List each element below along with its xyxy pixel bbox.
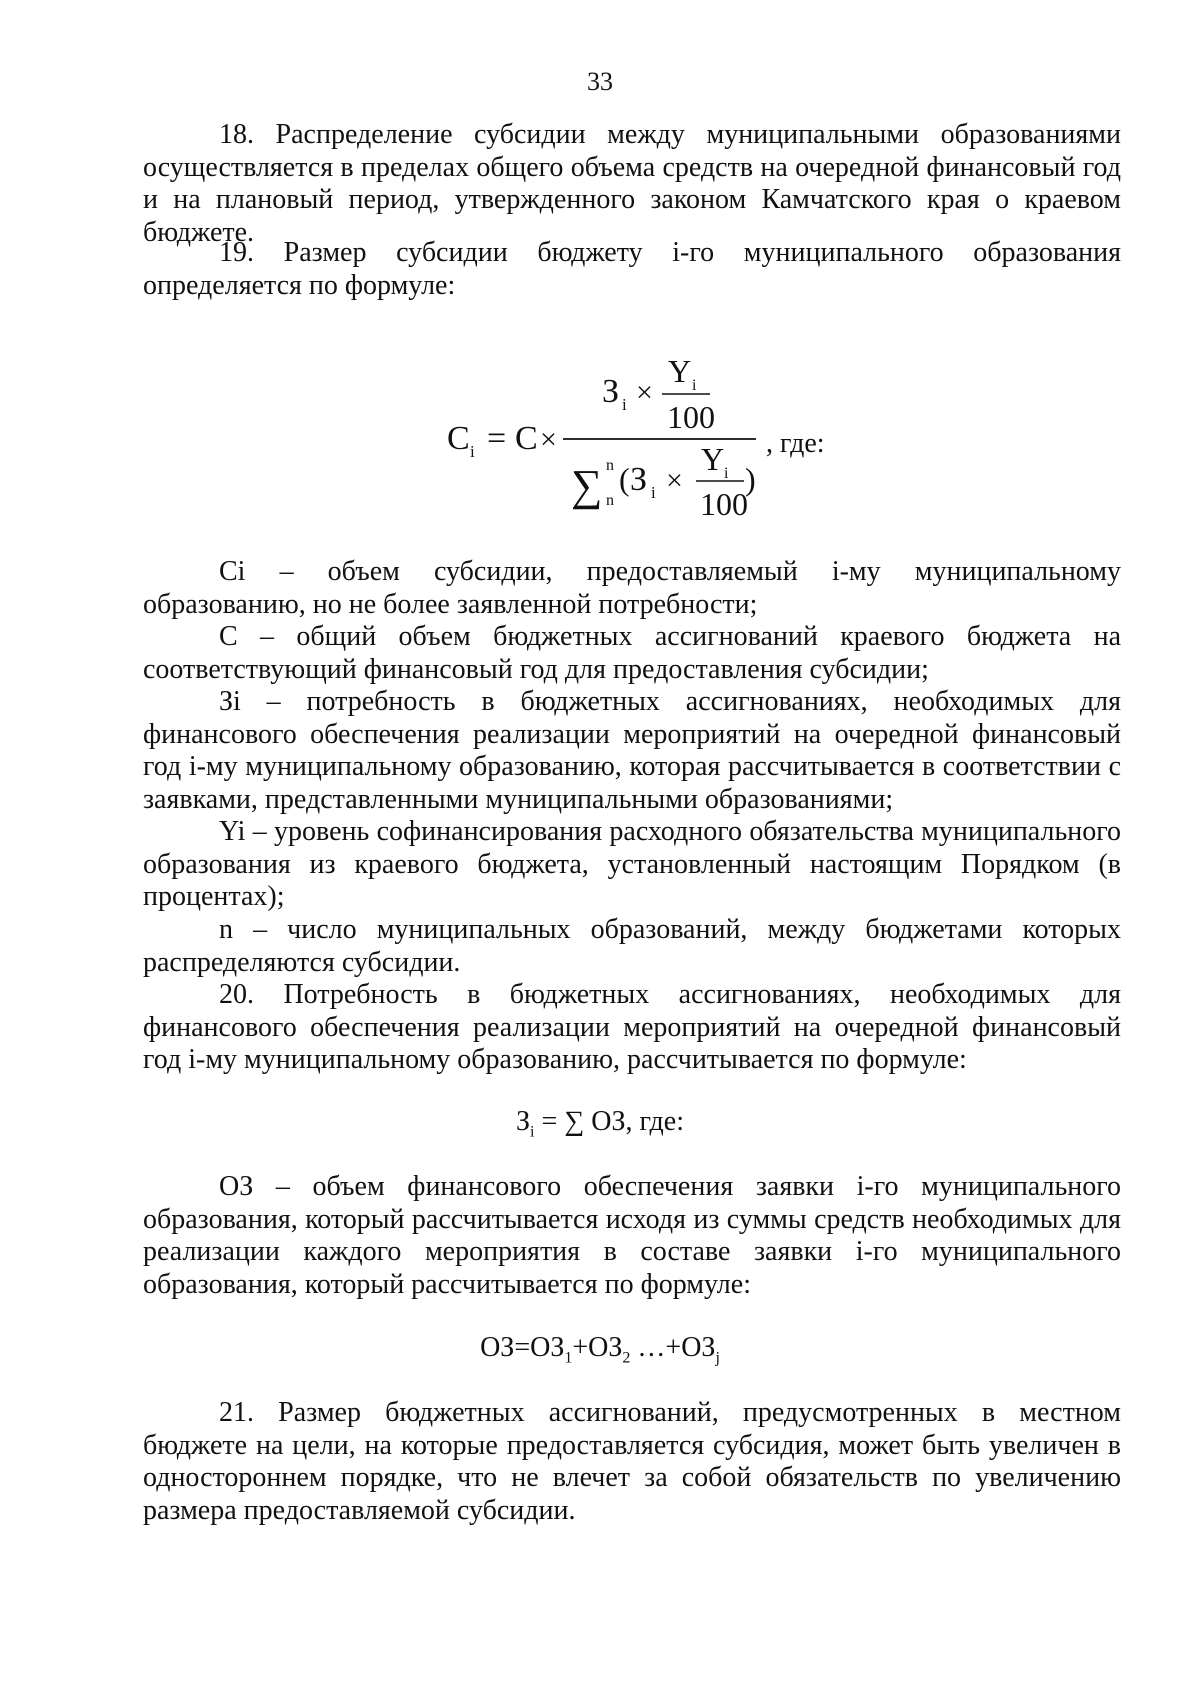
f1-paren-open: (	[619, 461, 630, 497]
paragraph-19: 19. Размер субсидии бюджету i-го муниципального образования определяется по формуле:	[143, 237, 1121, 301]
paragraph-21: 21. Размер бюджетных ассигнований, предусмотренных в местном бюджете на цели, на которые предоставляется субсидия, может быть увеличен в одностороннем порядке, что не влечет за собой обязательств по увеличению размера предоставляемой субсидии.	[143, 1397, 1121, 1526]
f1-den-hundred: 100	[700, 486, 748, 522]
definition-ci: Ci – объем субсидии, предоставляемый i-му муниципальному образованию, но не более заявленной потребности;	[143, 556, 1121, 620]
f1-den-z-sub: i	[651, 483, 656, 502]
f3-sub1: 1	[564, 1349, 573, 1367]
definition-oz: ОЗ – объем финансового обеспечения заявки i-го муниципального образования, который рассчитывается исходя из суммы средств необходимых для реализации каждого мероприятия в составе заявки i-го муниципального образования, который рассчитывается по формуле:	[143, 1171, 1121, 1300]
definition-zi: Зi – потребность в бюджетных ассигнованиях, необходимых для финансового обеспечения реализации мероприятий на очередной финансовый год i-му муниципальному образованию, которая рассчитывается в соответствии с заявками, представленными муниципальными образованиями;	[143, 686, 1121, 815]
f1-num-hundred: 100	[667, 399, 715, 435]
f1-num-times: ×	[636, 376, 653, 409]
need-formula	[0, 1106, 1200, 1149]
f1-den-times: ×	[666, 464, 683, 497]
f1-equals: =	[487, 420, 507, 457]
f1-lhs-sub-i: i	[470, 442, 475, 461]
f2-sub-i: i	[530, 1123, 535, 1141]
f2-z: З	[515, 1106, 531, 1137]
f3-subj: j	[715, 1349, 720, 1367]
definition-c: С – общий объем бюджетных ассигнований краевого бюджета на соответствующий финансовый год для предоставления субсидии;	[143, 621, 1121, 685]
f3-part3: …+ОЗ	[630, 1332, 716, 1363]
f3-part1: ОЗ=ОЗ	[480, 1332, 565, 1363]
f1-num-y: Y	[668, 353, 692, 389]
f1-where: , где:	[766, 428, 825, 459]
f1-sigma-sup-n: n	[606, 457, 614, 474]
f1-den-y-sub: i	[724, 465, 729, 482]
f1-den-y: Y	[701, 441, 725, 477]
f1-sigma: ∑	[571, 461, 603, 510]
f1-den-z: З	[630, 461, 648, 498]
f1-num-z-sub: i	[622, 395, 627, 414]
oz-sum-formula	[0, 1332, 1200, 1375]
f1-times-1: ×	[540, 423, 557, 456]
f1-lhs-c: C	[447, 420, 470, 457]
definition-yi: Yi – уровень софинансирования расходного обязательства муниципального образования из краевого бюджета, установленный настоящим Порядком (в процентах);	[143, 816, 1121, 912]
f1-num-y-sub: i	[692, 377, 697, 394]
page-number: 33	[587, 67, 613, 96]
f1-paren-close: )	[745, 461, 756, 497]
f1-c-total: C	[515, 420, 538, 457]
paragraph-20: 20. Потребность в бюджетных ассигнованиях, необходимых для финансового обеспечения реализации мероприятий на очередной финансовый год i-му муниципальному образованию, рассчитывается по формуле:	[143, 979, 1121, 1075]
f1-sigma-sub-n: n	[606, 492, 614, 509]
f1-num-z: З	[602, 373, 620, 410]
f3-sub2: 2	[622, 1349, 631, 1367]
definition-n: n – число муниципальных образований, между бюджетами которых распределяются субсидии.	[143, 914, 1121, 978]
paragraph-18: 18. Распределение субсидии между муниципальными образованиями осуществляется в пределах общего объема средств на очередной финансовый год и на плановый период, утвержденного законом Камчатского края о краевом бюджете.	[143, 119, 1121, 248]
f2-rest: = ∑ ОЗ, где:	[534, 1106, 685, 1137]
f3-part2: +ОЗ	[572, 1332, 623, 1363]
